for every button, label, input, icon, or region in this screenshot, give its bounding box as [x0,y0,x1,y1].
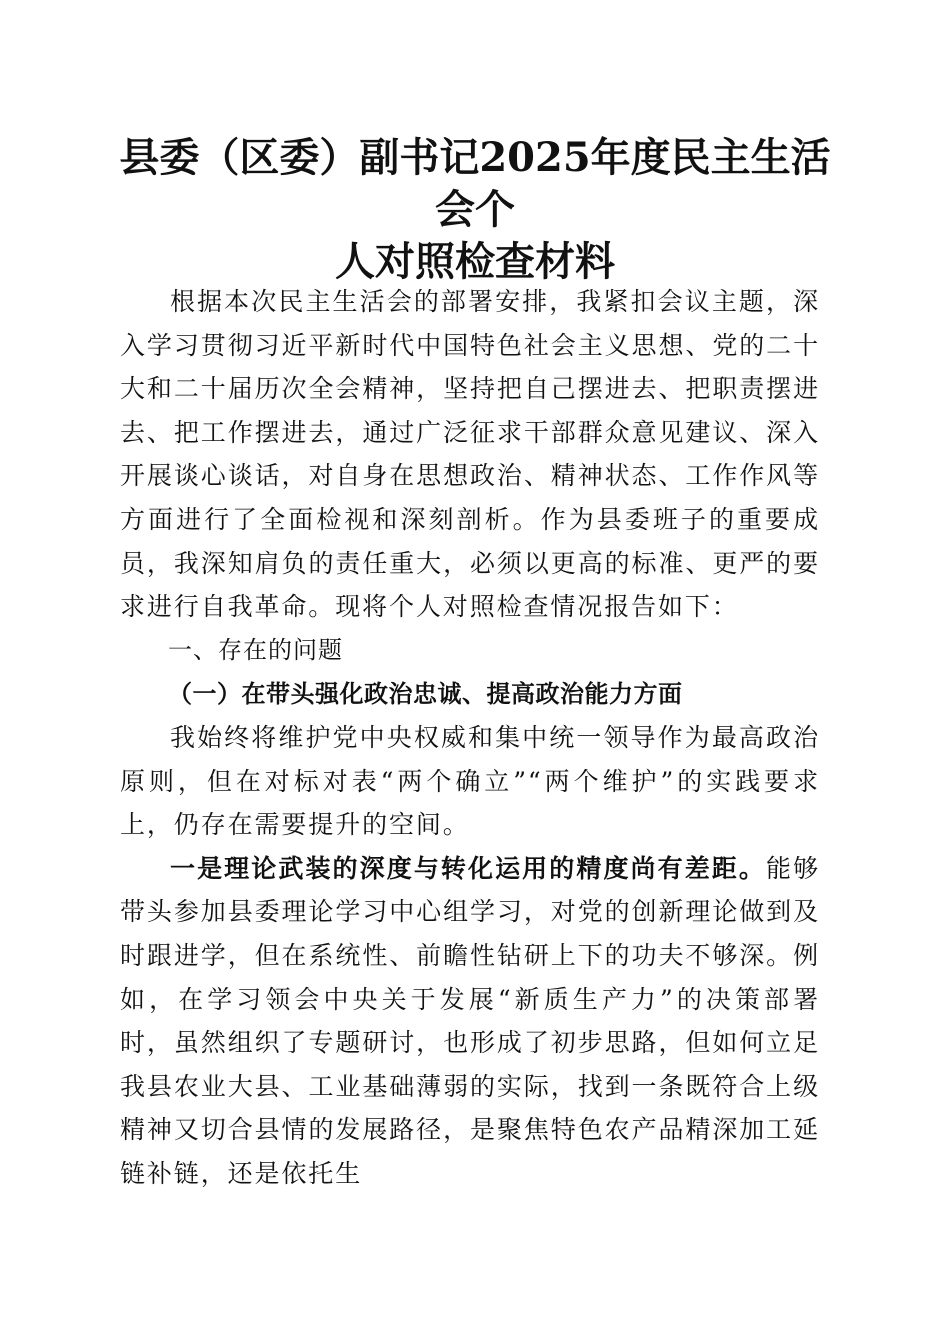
section-heading-problems: 一、存在的问题 [168,635,343,664]
document-body [120,280,820,1195]
title-line-2: 人对照检查材料 [335,238,615,285]
document-title [100,132,850,288]
subsection-paragraph: 我始终将维护党中央权威和集中统一领导作为最高政治原则，但在对标对表“两个确立”“两个维护”的实践要求上，仍存在需要提升的空间。 [120,722,820,840]
subsection-heading-political-loyalty: （一）在带头强化政治忠诚、提高政治能力方面 [168,679,683,709]
intro-paragraph: 根据本次民主生活会的部署安排，我紧扣会议主题，深入学习贯彻习近平新时代中国特色社会主义思想、党的二十大和二十届历次全会精神，坚持把自己摆进去、把职责摆进去、把工作摆进去，通过广泛征求干部群众意见建议、深入开展谈心谈话，对自身在思想政治、精神状态、工作作风等方面进行了全面检视和深刻剖析。作为县委班子的重要成员，我深知肩负的责任重大，必须以更高的标准、更严的要求进行自我革命。现将个人对照检查情况报告如下： [120,287,820,622]
point-one-paragraph [120,847,820,1196]
point-one-lead: 一是理论武装的深度与转化运用的精度尚有差距。 [170,853,766,883]
point-one-text: 能够带头参加县委理论学习中心组学习，对党的创新理论做到及时跟进学，但在系统性、前瞻性钻研上下的功夫不够深。例如，在学习领会中央关于发展“新质生产力”的决策部署时，虽然组织了专题研讨，也形成了初步思路，但如何立足我县农业大县、工业基础薄弱的实际，找到一条既符合上级精神又切合县情的发展路径，是聚焦特色农产品精深加工延链补链，还是依托生 [120,853,820,1188]
title-line-1: 县委（区委）副书记2025年度民主生活会个 [119,134,831,233]
